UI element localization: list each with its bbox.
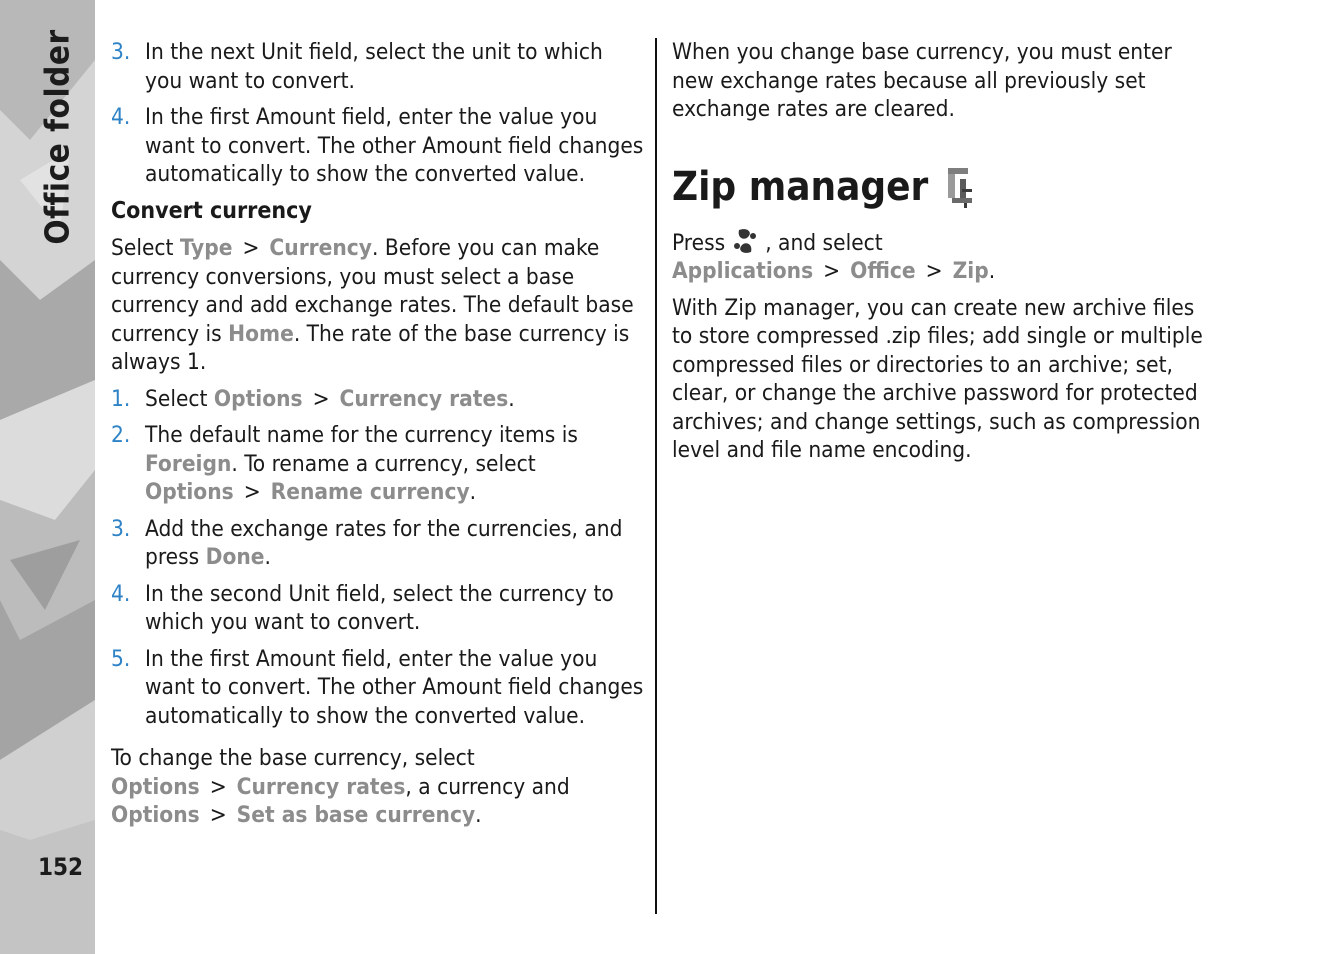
step-number: 3. [111,515,131,542]
base-currency-note: When you change base currency, you must enter new exchange rates because all previously set exchange rates are cleared. [672,39,1172,122]
zip-option: Zip [952,258,989,284]
options-option: Options [213,385,303,412]
step-number: 3. [111,39,131,65]
zip-manager-heading [672,162,1212,212]
page-number: 152 [38,853,84,881]
set-as-base-currency-option: Set as base currency [236,802,476,828]
right-column [672,38,1212,473]
currency-option: Currency [269,235,373,261]
list-item: 1. Select Options > Currency rates. [111,385,515,412]
step-number: 2. [111,422,131,448]
zip-manager-description: With Zip manager, you can create new archive files to store compressed .zip files; add single or multiple compressed files or directories to an archive; set, clear, or change the archive password for protected archives; and change settings, such as compression level and file name encoding. [672,294,1203,463]
step-text: In the first Amount field, enter the value you want to convert. The other Amount field changes automatically to show the converted value. [145,645,644,729]
done-option: Done [205,544,265,570]
step-text: In the first Amount field, enter the value you want to convert. The other Amount field changes automatically to show the converted value. [145,104,644,187]
options-option: Options [111,802,200,828]
step-text: In the second Unit field, select the currency to which you want to convert. [145,580,614,635]
step-number: 1. [111,385,131,412]
step-number: 5. [111,645,131,672]
convert-currency-heading: Convert currency [111,197,312,224]
list-item [111,38,646,95]
list-item [111,645,646,731]
base-currency-paragraph: To change the base currency, select Options > Currency rates, a currency and Options > Set as base currency. [111,745,570,828]
options-option: Options [111,773,200,800]
sidebar [0,0,95,954]
zip-manager-title: Zip manager [672,163,929,210]
left-column [111,38,646,838]
step-number: 4. [111,580,131,607]
options-option: Options [145,479,234,505]
press-instruction: Press , and select Applications > Office > Zip. [672,226,1212,286]
section-title: Office folder [37,29,77,245]
convert-intro: Select Type > Currency. Before you can make currency conversions, you must select a base currency and add exchange rates. The default base currency is Home. The rate of the base currency is always 1. [111,235,634,375]
applications-option: Applications [672,258,814,284]
step-number: 4. [111,104,131,130]
list-item [111,580,646,637]
type-option: Type [179,235,233,261]
home-option: Home [228,320,294,347]
step-text: In the next Unit field, select the unit to which you want to convert. [145,39,603,94]
foreign-option: Foreign [145,450,232,477]
list-item: 2. The default name for the currency items is Foreign. To rename a currency, select Options > Rename currency. [111,422,578,505]
menu-key-icon [731,226,759,256]
rename-currency-option: Rename currency [270,479,470,505]
list-item [111,103,646,189]
zip-manager-icon [942,165,976,209]
office-option: Office [850,258,916,284]
list-item: 3. Add the exchange rates for the currencies, and press Done. [111,515,623,570]
currency-rates-option: Currency rates [236,773,406,800]
column-divider [655,38,657,914]
currency-rates-option: Currency rates [339,385,509,412]
